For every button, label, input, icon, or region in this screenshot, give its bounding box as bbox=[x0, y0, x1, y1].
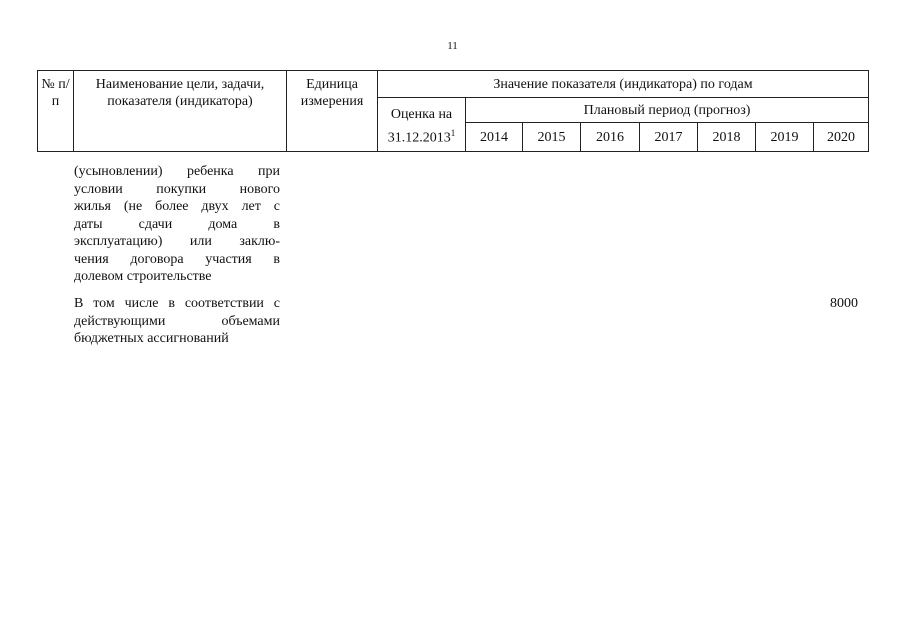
header-estimate-footnote: 1 bbox=[450, 128, 456, 138]
header-year-2016: 2016 bbox=[581, 123, 640, 152]
header-year-2014: 2014 bbox=[466, 123, 523, 152]
header-year-2015: 2015 bbox=[523, 123, 581, 152]
table-row-name-1 bbox=[74, 163, 280, 286]
row2-line: действующими объемами bbox=[74, 313, 280, 329]
header-year-2017: 2017 bbox=[640, 123, 698, 152]
row1-line: жилья (не более двух лет с bbox=[74, 199, 280, 214]
header-year-2019: 2019 bbox=[756, 123, 814, 152]
header-values-by-year: Значение показателя (индикатора) по годам bbox=[378, 71, 869, 98]
table-row-name-2 bbox=[74, 295, 280, 348]
row1-line: долевом строительстве bbox=[74, 269, 212, 284]
header-year-2020: 2020 bbox=[814, 123, 869, 152]
header-year-2018: 2018 bbox=[698, 123, 756, 152]
table-row-2-value-2020: 8000 bbox=[830, 296, 858, 311]
row1-line: чения договора участия в bbox=[74, 251, 280, 267]
header-name: Наименование цели, задачи, показателя (индикатора) bbox=[74, 71, 287, 152]
header-estimate bbox=[378, 98, 466, 152]
indicator-table-header bbox=[37, 70, 869, 152]
row2-line: бюджетных ассигнований bbox=[74, 331, 229, 346]
header-number: № п/п bbox=[38, 71, 74, 152]
page-number: 11 bbox=[447, 40, 458, 52]
row1-line: условии покупки нового bbox=[74, 181, 280, 197]
header-estimate-text: Оценка на 31.12.2013 bbox=[387, 107, 453, 146]
row1-line: эксплуатацию) или заклю- bbox=[74, 234, 280, 249]
row1-line: (усыновлении) ребенка при bbox=[74, 164, 280, 179]
row1-line: даты сдачи дома в bbox=[74, 216, 280, 232]
row2-line: В том числе в соответствии с bbox=[74, 296, 280, 311]
header-planned-period: Плановый период (прогноз) bbox=[466, 98, 869, 123]
header-unit: Единица измерения bbox=[287, 71, 378, 152]
